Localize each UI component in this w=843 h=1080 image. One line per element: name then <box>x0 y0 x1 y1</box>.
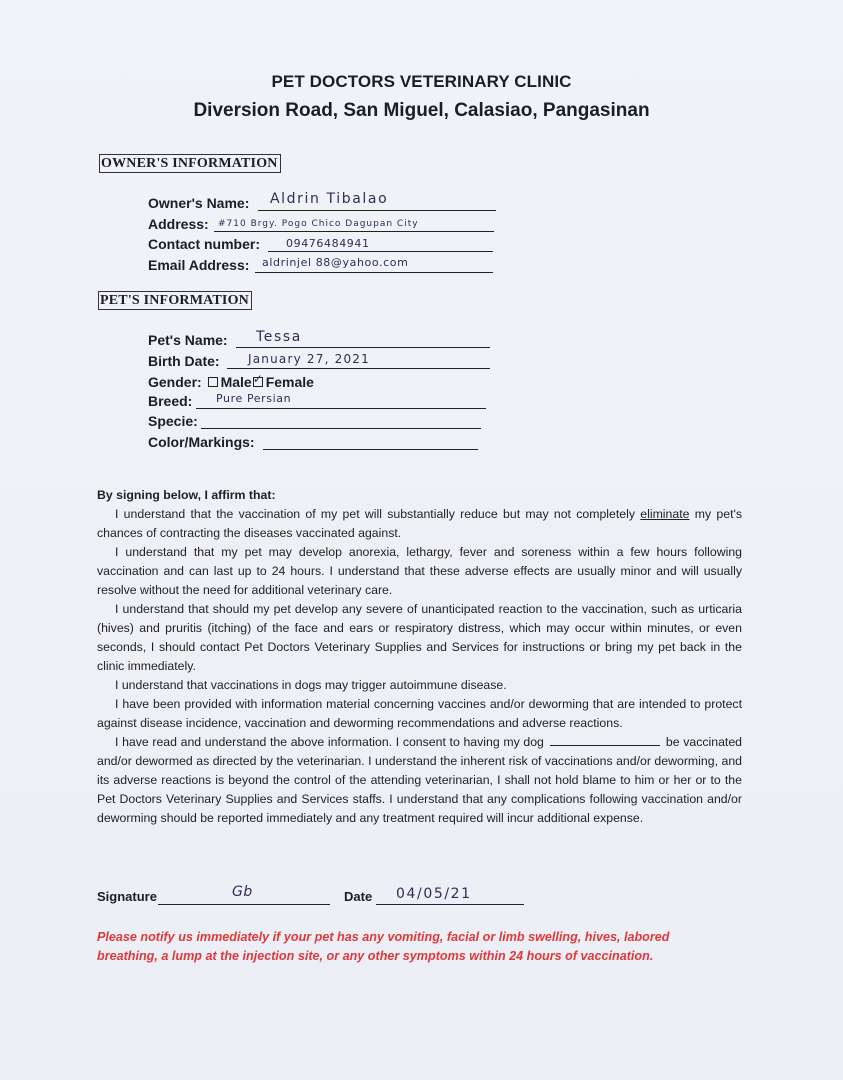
date-label: Date <box>344 889 373 904</box>
owner-name-line <box>258 210 496 211</box>
birth-date-value: January 27, 2021 <box>248 352 370 366</box>
color-markings-line <box>263 449 478 450</box>
gender-label: Gender: <box>148 374 202 390</box>
clinic-address: Diversion Road, San Miguel, Calasiao, Pangasinan <box>193 100 650 121</box>
consent-paragraph-5: I have been provided with information material concerning vaccines and/or deworming that are intended to protect against disease incidence, vaccination and deworming recommendations and adverse reactions. <box>97 697 742 730</box>
address-line <box>214 231 494 232</box>
address-label: Address: <box>148 216 209 232</box>
consent-paragraph-6: I have read and understand the above information. I consent to having my dog be vaccinated and/or dewormed as directed by the veterinarian. I understand the inherent risk of vaccinations and/or deworming, and its adverse reactions is beyond the control of the attending veterinarian, I shall not hold blame to him or her or to the Pet Doctors Veterinary Supplies and Services staffs. I understand that any complications following vaccination and/or deworming should be reported immediately and any treatment required will incur additional expense. <box>97 735 743 825</box>
owner-section-heading: OWNER'S INFORMATION <box>99 154 281 173</box>
clinic-name: PET DOCTORS VETERINARY CLINIC <box>271 72 572 91</box>
pet-name-value: Tessa <box>256 329 302 345</box>
birth-date-line <box>227 368 490 369</box>
contact-line <box>268 251 493 252</box>
email-line <box>255 272 493 273</box>
specie-label: Specie: <box>148 413 198 429</box>
pet-name-line <box>236 347 490 348</box>
notice-text: Please notify us immediately if your pet has any vomiting, facial or limb swelling, hives, labored breathing, a lump at the injection site, or any other symptoms within 24 hours of vaccination. <box>97 930 670 963</box>
consent-paragraph-1: I understand that the vaccination of my pet will substantially reduce but may not completely eliminate my pet's chances of contracting the diseases vaccinated against. <box>97 507 742 540</box>
consent-lead: By signing below, I affirm that: <box>97 488 276 502</box>
dog-name-blank[interactable] <box>550 735 660 746</box>
checkmark-icon: ✓ <box>252 372 263 386</box>
pet-section-heading: PET'S INFORMATION <box>98 291 252 310</box>
gender-male-label: Male <box>220 374 252 390</box>
gender-female-label: Female <box>265 374 314 390</box>
pet-name-label: Pet's Name: <box>148 332 228 348</box>
email-value: aldrinjel 88@yahoo.com <box>262 256 409 269</box>
signature-line[interactable] <box>158 904 330 905</box>
signature-label: Signature <box>97 889 157 904</box>
date-value: 04/05/21 <box>396 886 472 902</box>
owner-name-label: Owner's Name: <box>148 195 250 211</box>
email-label: Email Address: <box>148 257 250 273</box>
contact-value: 09476484941 <box>286 237 370 250</box>
birth-date-label: Birth Date: <box>148 353 220 369</box>
breed-line <box>196 408 486 409</box>
signature-value: Gb <box>232 884 253 900</box>
breed-value: Pure Persian <box>216 392 292 405</box>
consent-text <box>97 486 742 828</box>
consent-paragraph-2: I understand that my pet may develop anorexia, lethargy, fever and soreness within a few hours following vaccination and can last up to 24 hours. I understand that these adverse effects are usually minor and will usually resolve without the need for additional veterinary care. <box>97 545 742 597</box>
gender-row <box>148 374 314 390</box>
consent-paragraph-3: I understand that should my pet develop any severe of unanticipated reaction to the vaccination, such as urticaria (hives) and pruritis (itching) of the face and ears or respiratory distress, which may occur within minutes, or even seconds, I should contact Pet Doctors Veterinary Supplies and Services for instructions or bring my pet back in the clinic immediately. <box>97 602 742 673</box>
date-line[interactable] <box>376 904 524 905</box>
specie-line <box>201 428 481 429</box>
contact-label: Contact number: <box>148 236 260 252</box>
owner-name-value: Aldrin Tibalao <box>270 191 389 207</box>
address-value: #710 Brgy. Pogo Chico Dagupan City <box>218 219 419 229</box>
breed-label: Breed: <box>148 393 193 409</box>
gender-female-checkbox[interactable] <box>252 372 263 387</box>
color-markings-label: Color/Markings: <box>148 434 255 450</box>
consent-paragraph-4: I understand that vaccinations in dogs may trigger autoimmune disease. <box>115 678 507 692</box>
gender-male-checkbox[interactable] <box>208 377 218 387</box>
